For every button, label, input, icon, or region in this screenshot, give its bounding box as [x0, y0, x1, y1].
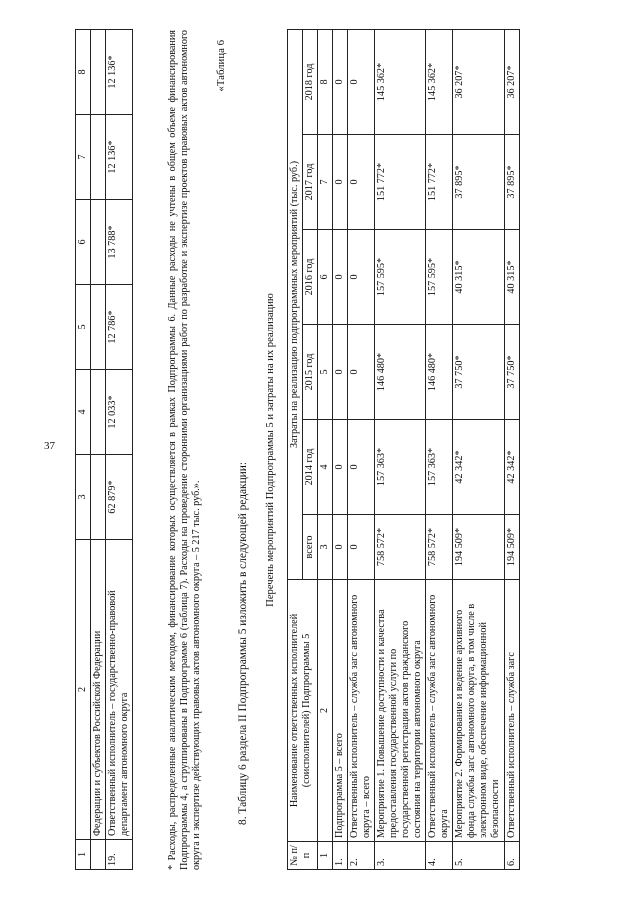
cell: 0	[333, 515, 348, 580]
table-row	[333, 29, 348, 869]
header-year: 2014 год	[303, 420, 318, 515]
table-row	[106, 30, 133, 870]
header-costs: Затраты на реализацию подпрограммных мероприятий (тыс. руб.)	[288, 29, 303, 579]
header-cell: 7	[76, 115, 91, 200]
cell: 3.	[375, 842, 426, 870]
header-year: всего	[303, 515, 318, 580]
cell: 194 509*	[504, 515, 519, 580]
cell: 42 342*	[504, 420, 519, 515]
cell: 146 480*	[426, 325, 453, 420]
cell: 0	[348, 230, 375, 325]
cell: 5.	[453, 842, 504, 870]
cell: 6.	[504, 842, 519, 870]
section-heading: 8. Таблицу 6 раздела II Подпрограммы 5 изложить в следующей редакции:	[237, 461, 249, 825]
table-row	[91, 30, 106, 870]
col-number: 2	[318, 580, 333, 842]
cell: 151 772*	[375, 135, 426, 230]
cell: 157 595*	[375, 230, 426, 325]
cell: 12 136*	[106, 30, 133, 115]
cell	[91, 370, 106, 455]
cell: 2.	[348, 842, 375, 870]
cell: Ответственный исполнитель – служба загс автономного округа	[426, 580, 453, 842]
cell: Мероприятие 2. Формирование и ведение архивного фонда службы загс автономного округа, в том числе в электронном виде, обеспечение информационной безопасности	[453, 580, 504, 842]
footnote: * Расходы, распределенные аналитическим методом, финансирование которых осуществляется в рамках Подпрограммы 6. Данные расходы не учтены в общем объеме финансирования Подпрограммы 4, а сгруппированы в Подпрограмме 6 (таблица 7). Расходы на проведение сторонними организациями работ по разработке и экспертизе проектов правовых актов автономного округа и экспертизе действующих правовых актов автономного округа – 5 217 тыс. руб.».	[167, 30, 203, 870]
main-table	[287, 29, 520, 870]
cell: 0	[348, 515, 375, 580]
header-cell: 8	[76, 30, 91, 115]
cell: Мероприятие 1. Повышение доступности и качества предоставления государственной услуги по государственной регистрации актов гражданского состояния на территории автономного округа	[375, 580, 426, 842]
header-year: 2016 год	[303, 230, 318, 325]
table-row	[348, 29, 375, 869]
cell: 194 509*	[453, 515, 504, 580]
top-table-header	[76, 30, 91, 870]
cell: 157 363*	[426, 420, 453, 515]
header-cell: 6	[76, 200, 91, 285]
page-number: 37	[44, 440, 55, 452]
col-number: 4	[318, 420, 333, 515]
cell: 13 788*	[106, 200, 133, 285]
cell	[91, 840, 106, 870]
header-cell: 4	[76, 370, 91, 455]
table-title: Перечень мероприятий Подпрограммы 5 и затраты на их реализацию	[265, 293, 276, 607]
cell: 157 595*	[426, 230, 453, 325]
cell: 0	[333, 420, 348, 515]
header-year: 2017 год	[303, 135, 318, 230]
cell: 37 895*	[453, 135, 504, 230]
cell: 0	[333, 135, 348, 230]
cell: 42 342*	[453, 420, 504, 515]
table-row	[504, 29, 519, 869]
cell: 146 480*	[375, 325, 426, 420]
cell: 145 362*	[375, 29, 426, 134]
cell: 0	[348, 325, 375, 420]
cell: Ответственный исполнитель – государственно-правовой департамент автономного округа	[106, 540, 133, 840]
cell: 0	[348, 29, 375, 134]
table-row	[375, 29, 426, 869]
cell: 0	[333, 29, 348, 134]
col-number: 5	[318, 325, 333, 420]
cell: 0	[348, 135, 375, 230]
header-row	[288, 29, 303, 869]
cell: 157 363*	[375, 420, 426, 515]
table-row	[453, 29, 504, 869]
cell: 151 772*	[426, 135, 453, 230]
cell: 0	[348, 420, 375, 515]
cell: 0	[333, 325, 348, 420]
column-number-row	[318, 29, 333, 869]
header-cell: 5	[76, 285, 91, 370]
col-number: 1	[318, 842, 333, 870]
header-year: 2015 год	[303, 325, 318, 420]
cell: Ответственный исполнитель – служба загс	[504, 580, 519, 842]
rotated-page	[75, 20, 575, 890]
cell: 62 879*	[106, 455, 133, 540]
header-cell: 1	[76, 840, 91, 870]
cell: Подпрограмма 5 – всего	[333, 580, 348, 842]
col-number: 8	[318, 29, 333, 134]
col-number: 7	[318, 135, 333, 230]
header-cell: 3	[76, 455, 91, 540]
cell: Федерации и субъектов Российской Федерации	[91, 540, 106, 840]
cell: 19.	[106, 840, 133, 870]
cell: 1.	[333, 842, 348, 870]
top-table	[75, 29, 133, 870]
cell: 12 136*	[106, 115, 133, 200]
cell: 37 750*	[504, 325, 519, 420]
header-name: Наименование ответственных исполнителей (соисполнителей) Подпрограммы 5	[288, 580, 318, 842]
cell	[91, 455, 106, 540]
cell: 12 786*	[106, 285, 133, 370]
cell: Ответственный исполнитель – служба загс автономного округа – всего	[348, 580, 375, 842]
cell: 0	[333, 230, 348, 325]
cell: 37 895*	[504, 135, 519, 230]
cell: 40 315*	[453, 230, 504, 325]
cell	[91, 200, 106, 285]
rotated-content	[75, 20, 575, 890]
cell: 12 033*	[106, 370, 133, 455]
cell: 36 207*	[453, 29, 504, 134]
table-caption: «Таблица 6	[215, 40, 227, 92]
header-year: 2018 год	[303, 29, 318, 134]
col-number: 6	[318, 230, 333, 325]
cell: 40 315*	[504, 230, 519, 325]
cell	[91, 30, 106, 115]
cell	[91, 285, 106, 370]
cell	[91, 115, 106, 200]
cell: 758 572*	[426, 515, 453, 580]
cell: 4.	[426, 842, 453, 870]
col-number: 3	[318, 515, 333, 580]
cell: 145 362*	[426, 29, 453, 134]
cell: 37 750*	[453, 325, 504, 420]
header-cell: 2	[76, 540, 91, 840]
header-num: № п/п	[288, 842, 318, 870]
table-row	[426, 29, 453, 869]
cell: 758 572*	[375, 515, 426, 580]
cell: 36 207*	[504, 29, 519, 134]
